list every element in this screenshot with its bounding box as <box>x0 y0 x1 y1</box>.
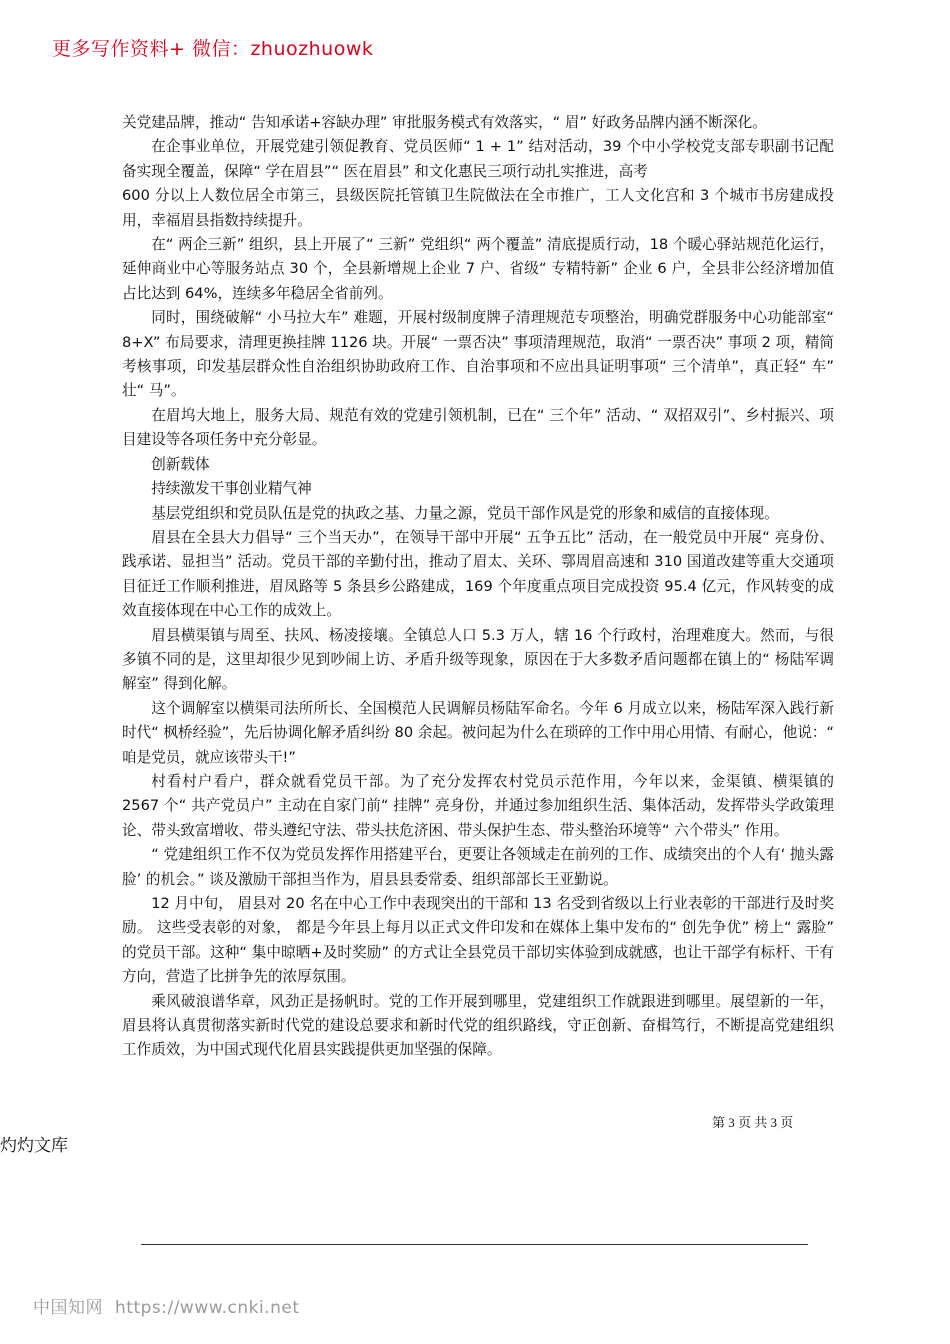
footer-watermark <box>33 1293 311 1318</box>
promo-banner: 更多写作资料+ 微信：zhuozhuowk <box>52 38 374 60</box>
section-heading: 创新载体 <box>151 455 210 473</box>
paragraph: “ 党建组织工作不仅为党员发挥作用搭建平台，更要让各领域走在前列的工作、成绩突出的个人有‘ 抛头露脸’ 的机会。” 谈及激励干部担当作为，眉县县委常委、组织部部长王亚勤说。 <box>122 846 834 888</box>
paragraph: 在“ 两企三新” 组织，县上开展了“ 三新” 党组织“ 两个覆盖” 清底提质行动，18 个暖心驿站规范化运行，延伸商业中心等服务站点 30 个，全县新增规上企业 7 户、省级“ 专精特新” 企业 6 户，全县非公经济增加值占比达到 64%，连续多年稳居全省前列。 <box>122 236 834 302</box>
paragraph: 在企事业单位，开展党建引领促教育、党员医师“ 1 + 1” 结对活动，39 个中小学校党支部专职副书记配备实现全覆盖，保障“ 学在眉县”“ 医在眉县” 和文化惠民三项行动扎实推进，高考 <box>122 138 834 180</box>
paragraph: 12 月中旬， 眉县对 20 名在中心工作中表现突出的干部和 13 名受到省级以上行业表彰的干部进行及时奖励。 这些受表彰的对象， 都是今年县上每月以正式文件印发和在媒体上集中发布的“ 创先争优” 榜上“ 露脸” 的党员干部。这种“ 集中晾晒+及时奖励” 的方式让全县党员干部切实体验到成就感，也让干部学有标杆、干有方向，营造了比拼争先的浓厚氛围。 <box>122 895 834 986</box>
site-url: https://www.cnki.net <box>115 1298 300 1318</box>
paragraph: 600 分以上人数位居全市第三，县级医院托管镇卫生院做法在全市推广，工人文化宫和 3 个城市书房建成投用，幸福眉县指数持续提升。 <box>122 187 834 229</box>
paragraph: 村看村户看户，群众就看党员干部。为了充分发挥农村党员示范作用，今年以来，金渠镇、横渠镇的 2567 个“ 共产党员户” 主动在自家门前“ 挂牌” 亮身份，并通过参加组织生活、集体活动，发挥带头学政策理论、带头致富增收、带头遵纪守法、带头扶危济困、带头保护生态、带头整治环境等“ 六个带头” 作用。 <box>122 772 834 839</box>
article-body <box>122 111 834 1063</box>
page-number: 第 3 页 共 3 页 <box>712 1115 794 1130</box>
paragraph: 同时，围绕破解“ 小马拉大车” 难题，开展村级制度牌子清理规范专项整治，明确党群服务中心功能部室“ 8+X” 布局要求，清理更换挂牌 1126 块。开展“ 一票否决” 事项清理规范，取消“ 一票否决” 事项 2 项，精简考核事项，印发基层群众性自治组织协助政府工作、自治事项和不应出具证明事项“ 三个清单”，真正轻“ 车” 壮“ 马”。 <box>122 309 834 400</box>
paragraph: 这个调解室以横渠司法所所长、全国模范人民调解员杨陆军命名。今年 6 月成立以来，杨陆军深入践行新时代“ 枫桥经验”，先后协调化解矛盾纠纷 80 余起。被问起为什么在琐碎的工作中用心用情、有耐心，他说：“ 咱是党员，就应该带头干!” <box>122 699 834 766</box>
footer-divider <box>141 1244 808 1245</box>
paragraph: 眉县横渠镇与周至、扶风、杨凌接壤。全镇总人口 5.3 万人，辖 16 个行政村，治理难度大。然而，与很多镇不同的是，这里却很少见到吵闹上访、矛盾升级等现象，原因在于大多数矛盾问题都在镇上的“ 杨陆军调解室” 得到化解。 <box>122 626 834 693</box>
paragraph: 基层党组织和党员队伍是党的执政之基、力量之源，党员干部作风是党的形象和威信的直接体现。 <box>151 504 779 522</box>
paragraph: 眉县在全县大力倡导“ 三个当天办”，在领导干部中开展“ 五争五比” 活动，在一般党员中开展“ 亮身份、践承诺、显担当” 活动。党员干部的辛勤付出，推动了眉太、关环、鄠周眉高速和 310 国道改建等重大交通项目征迁工作顺利推进，眉凤路等 5 条县乡公路建成，169 个年度重点项目完成投资 95.4 亿元，作风转变的成效直接体现在中心工作的成效上。 <box>122 528 834 620</box>
paragraph: 关党建品牌，推动“ 告知承诺+容缺办理” 审批服务模式有效落实，“ 眉” 好政务品牌内涵不断深化。 <box>122 114 767 131</box>
paragraph: 在眉坞大地上，服务大局、规范有效的党建引领机制，已在“ 三个年” 活动、“ 双招双引”、乡村振兴、项目建设等各项任务中充分彰显。 <box>122 406 834 449</box>
paragraph: 乘风破浪谱华章，风劲正是扬帆时。党的工作开展到哪里，党建组织工作就跟进到哪里。展望新的一年，眉县将认真贯彻落实新时代党的建设总要求和新时代党的组织路线，守正创新、奋楫笃行，不断提高党建组织工作质效，为中国式现代化眉县实践提供更加坚强的保障。 <box>122 992 834 1059</box>
site-name: 中国知网 <box>33 1298 103 1318</box>
section-subheading: 持续激发干事创业精气神 <box>151 480 312 498</box>
library-name: 灼灼文库 <box>0 1136 68 1156</box>
